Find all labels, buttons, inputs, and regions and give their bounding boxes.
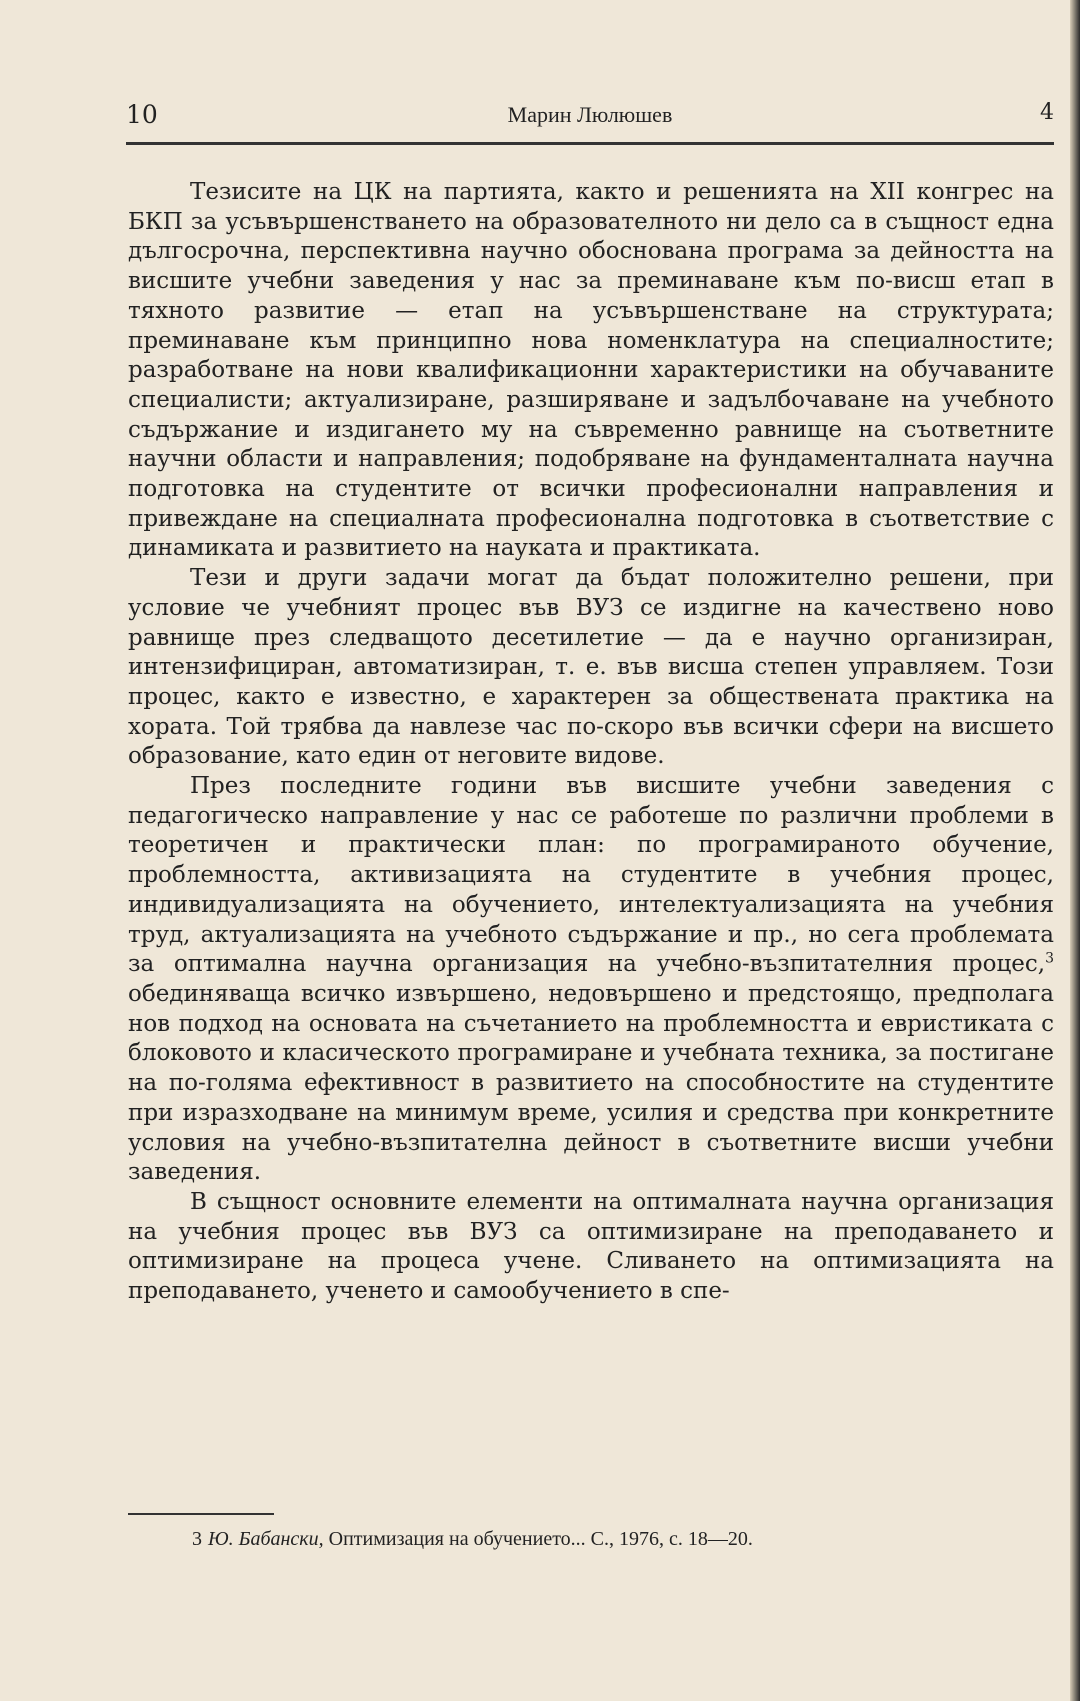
running-title: Марин Люлюшев xyxy=(507,102,673,127)
paragraph-1: Тезисите на ЦК на партията, както и решенията на XII конгрес на БКП за усъвършенстването на образователното ни дело са в същност една дългосрочна, перспективна научно обоснована програма за дейността на висшите учебни заведения у нас за преминаване към по-висш етап в тяхното развитие — етап на усъвършенстване на структурата; преминаване към принципно нова номенклатура на специалностите; разработване на нови квалификационни характеристики на обучаваните специалисти; актуализиране, разширяване и задълбочаване на учебното съдържание и издигането му на съвременно равнище на съответните научни области и направления; подобряване на фундаменталната научна подготовка на студентите от всички професионални направления и привеждане на специалната професионална подготовка в съответствие с динамиката и развитието на науката и практиката. xyxy=(128,179,1054,562)
footnote-author: Ю. Бабански, xyxy=(208,1528,324,1550)
header-rule xyxy=(126,142,1054,145)
footnote-rule xyxy=(128,1513,274,1515)
paragraph-3-text-before: През последните години във висшите учебни заведения с педагогическо направление у нас се работеше по различни проблеми в теоретичен и практически план: по програмираното обучение, проблемността, активизацията на студентите в учебния процес, индивидуализацията на обучението, интелектуализацията на учебния труд, актуализацията на учебното съдържание и пр., но сега проблемата за оптимална научна организация на учебно-възпитателния процес, xyxy=(128,773,1054,978)
paragraph-3 xyxy=(128,772,1054,1188)
footnote xyxy=(192,1526,1054,1552)
paragraph-2: Тези и други задачи могат да бъдат положително решени, при условие че учебният процес във ВУЗ се издигне на качествено ново равнище през следващото десетилетие — да е научно организиран, интензифициран, автоматизиран, т. е. във висша степен управляем. Този процес, както е известно, е характерен за обществената практика на хората. Той трябва да навлезе час по-скоро във всички сфери на висшето образование, като един от неговите видове. xyxy=(128,565,1054,770)
page-header xyxy=(126,100,1054,136)
volume-number: 4 xyxy=(1040,100,1054,125)
paragraph-4: В същност основните елементи на оптималната научна организация на учебния процес във ВУЗ са оптимизиране на преподаването и оптимизиране на процеса учене. Сливането на оптимизацията на преподаването, ученето и самообучението в спе- xyxy=(128,1188,1054,1305)
footnote-text: Оптимизация на обучението... С., 1976, с. 18—20. xyxy=(323,1528,753,1550)
body-text xyxy=(128,178,1054,1307)
page-edge xyxy=(1070,0,1080,1701)
footnote-reference: 3 xyxy=(1045,950,1054,967)
page-number: 10 xyxy=(126,100,158,129)
paragraph-3-text-after: обединяваща всичко извършено, недовършено и предстоящо, предполага нов подход на основата на съчетанието на проблемността и евристиката с блоковото и класическото програмиране и учебната техника, за постигане на по-голяма ефективност в развитието на способностите на студентите при изразходване на минимум време, усилия и средства при конкретните условия на учебно-възпитателна дейност в съответните висши учебни заведения. xyxy=(128,980,1054,1186)
footnote-number: 3 xyxy=(192,1528,202,1550)
